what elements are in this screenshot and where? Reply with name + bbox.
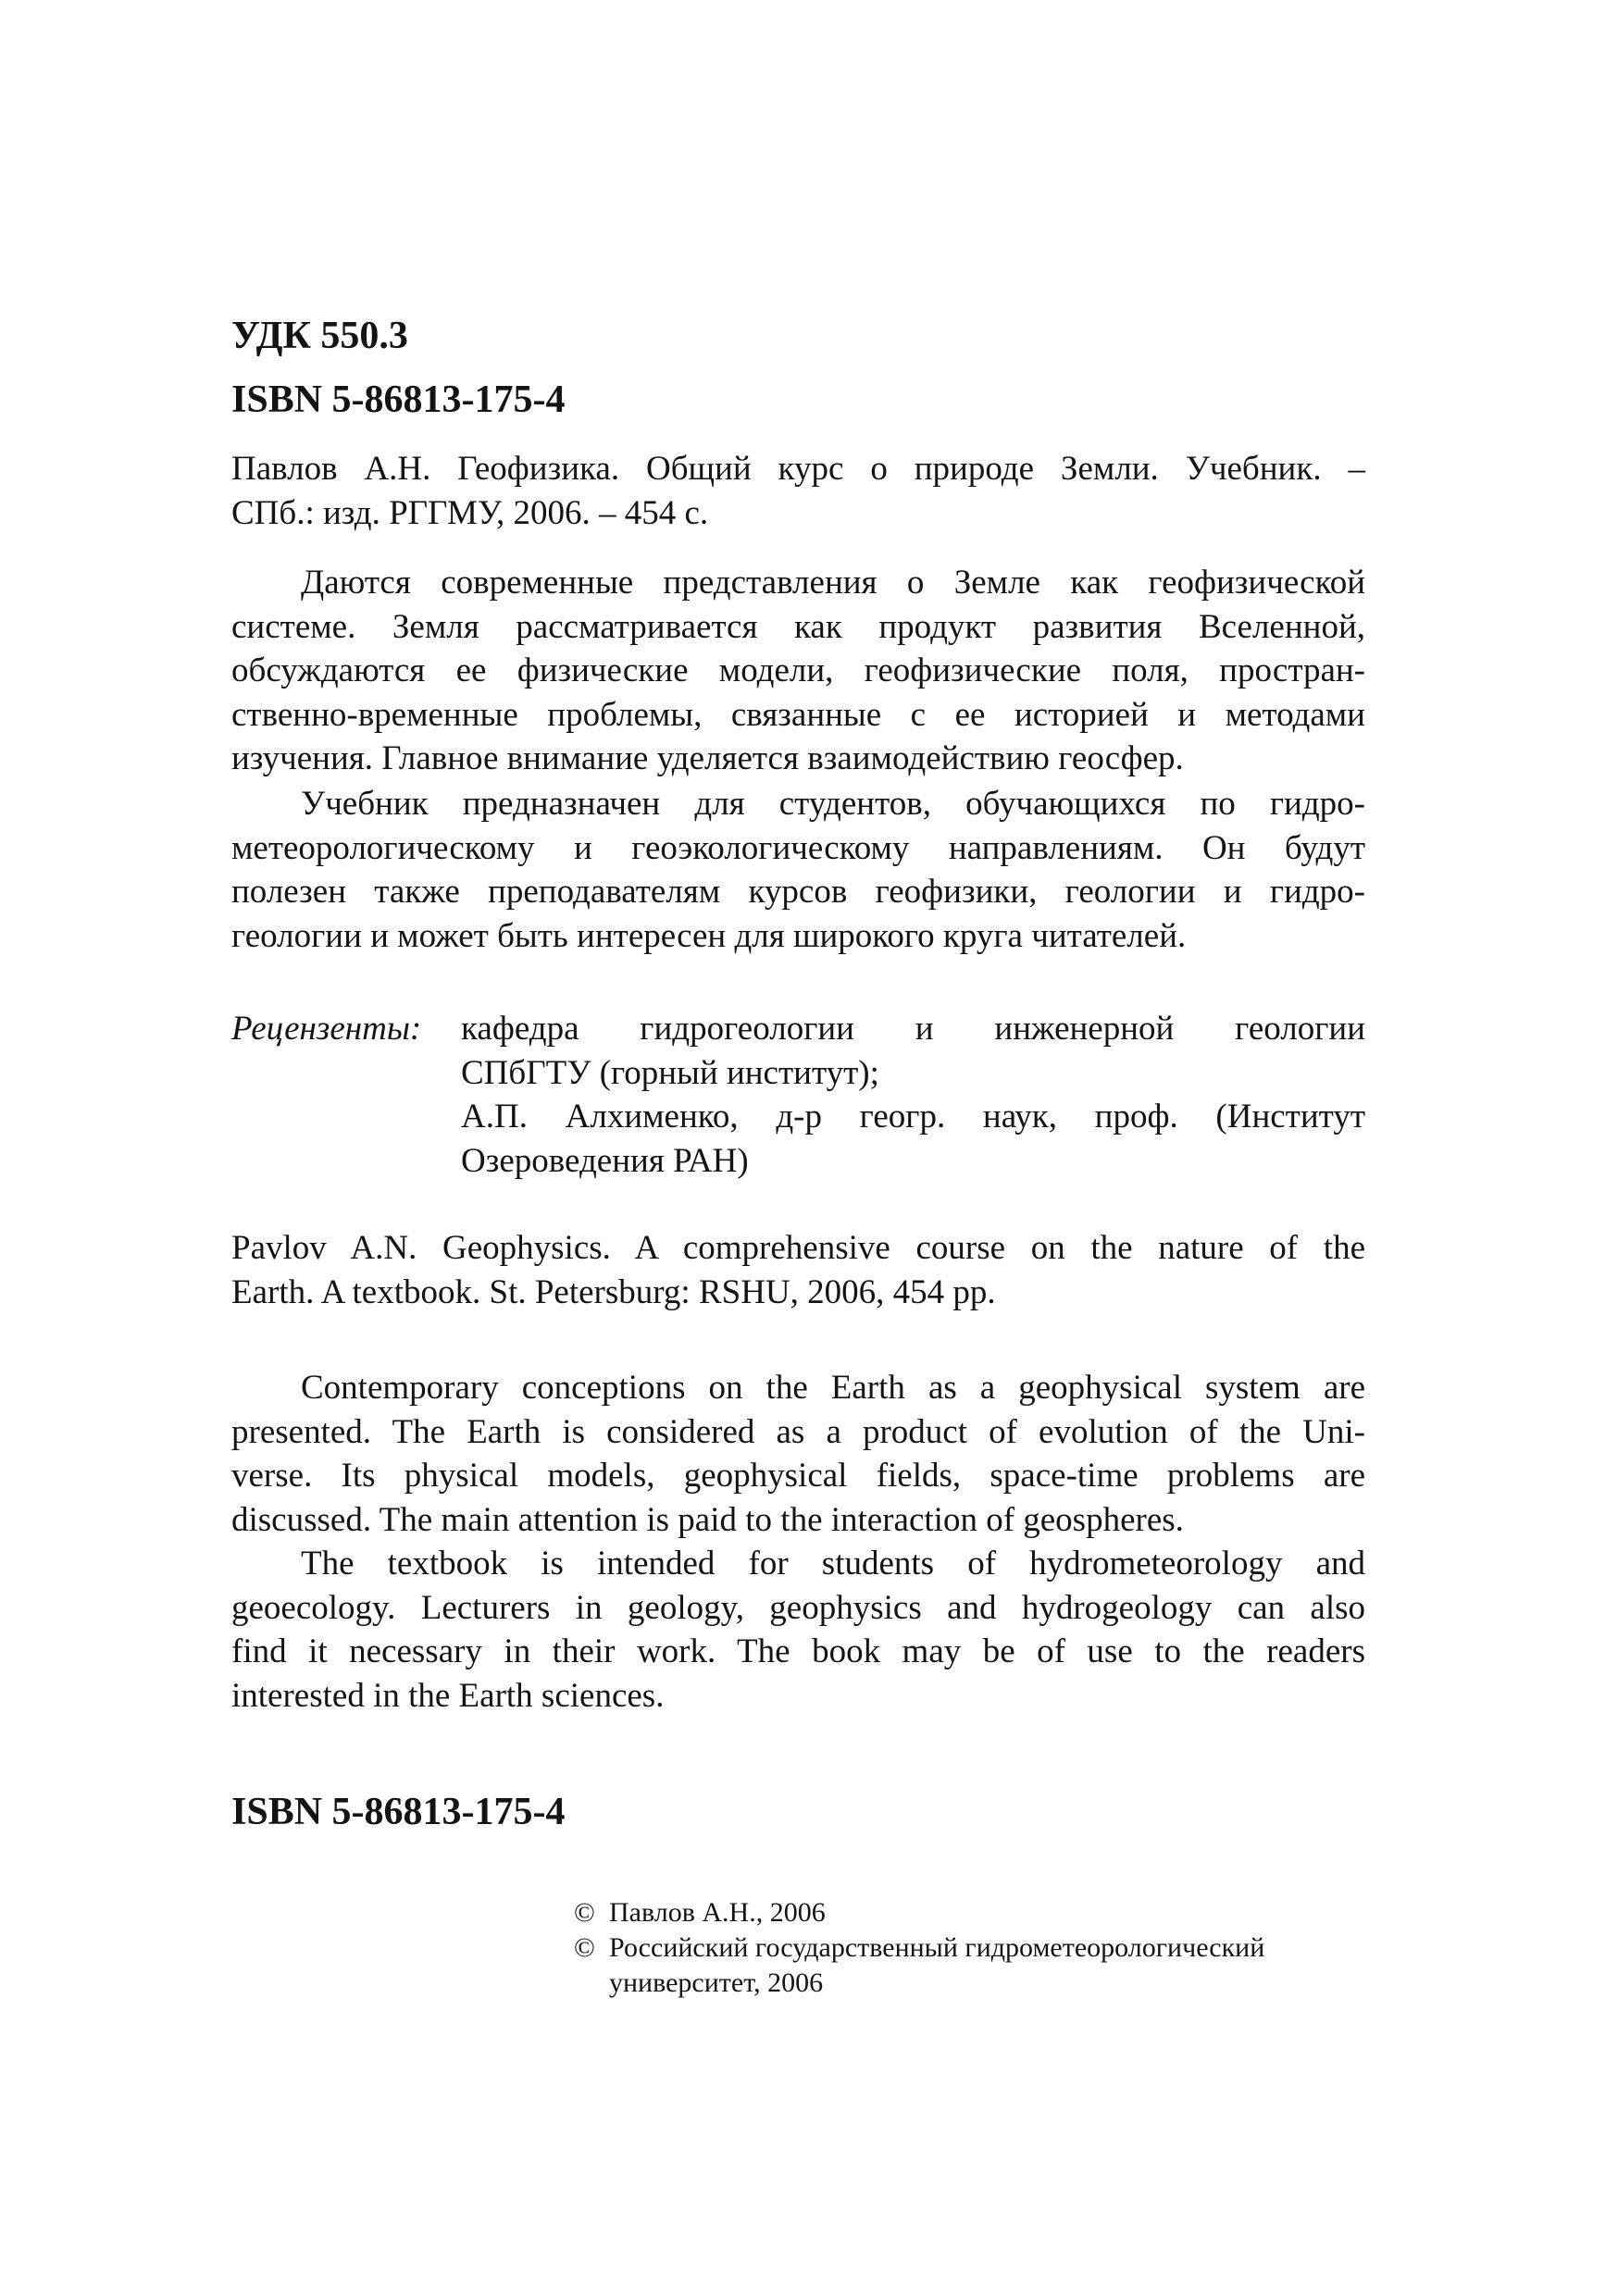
copyright-text: Павлов А.Н., 2006 — [609, 1897, 826, 1928]
text-line: ственно-временные проблемы, связанные с ее историей и методами — [231, 695, 1365, 734]
text-line: presented. The Earth is considered as a product of evolution of the Uni- — [231, 1412, 1365, 1451]
text-line: discussed. The main attention is paid to the interaction of geospheres. — [231, 1500, 1184, 1539]
copyright-line — [574, 1930, 1264, 1966]
text-line: verse. Its physical models, geophysical fields, space-time problems are — [231, 1457, 1365, 1495]
text-line: Даются современные представления о Земле как геофизической — [301, 564, 1365, 602]
isbn-bottom: ISBN 5-86813-175-4 — [231, 1791, 566, 1833]
abstract-ru-paragraph-2 — [231, 782, 1365, 958]
text-line: Учебник предназначен для студентов, обучающихся по гидро- — [301, 785, 1365, 823]
text-line: Павлов А.Н. Геофизика. Общий курс о природе Земли. Учебник. – — [231, 450, 1365, 488]
udk-code: УДК 550.3 — [231, 315, 408, 357]
copyright-text: университет, 2006 — [609, 1967, 824, 1998]
text-line: interested in the Earth sciences. — [231, 1676, 665, 1715]
citation-ru — [231, 447, 1365, 535]
reviewer-line: Озероведения РАН) — [461, 1141, 749, 1180]
text-line: Pavlov A.N. Geophysics. A comprehensive course on the nature of the — [231, 1229, 1365, 1267]
isbn-top: ISBN 5-86813-175-4 — [231, 379, 566, 421]
copyright-icon: © — [574, 1897, 595, 1928]
copyright-line — [574, 1895, 1264, 1930]
reviewer-line: кафедра гидрогеологии и инженерной геологии — [461, 1010, 1365, 1048]
copyright-icon: © — [574, 1932, 595, 1963]
text-line: geoecology. Lecturers in geology, geophysics and hydrogeology can also — [231, 1588, 1365, 1627]
reviewer-line: СПбГТУ (горный институт); — [461, 1053, 879, 1092]
citation-en — [231, 1226, 1365, 1314]
reviewer-line: А.П. Алхименко, д-р геогр. наук, проф. (Институт — [461, 1098, 1365, 1136]
text-line: Contemporary conceptions on the Earth as a geophysical system are — [301, 1369, 1365, 1407]
text-line: The textbook is intended for students of hydrometeorology and — [301, 1545, 1365, 1582]
text-line: изучения. Главное внимание уделяется взаимодействию геосфер. — [231, 739, 1184, 777]
text-line: find it necessary in their work. The book may be of use to the readers — [231, 1632, 1365, 1670]
text-line: системе. Земля рассматривается как продукт развития Вселенной, — [231, 607, 1365, 646]
abstract-en-paragraph-1 — [231, 1366, 1365, 1542]
text-line: полезен также преподавателям курсов геофизики, геологии и гидро- — [231, 873, 1365, 911]
text-line: геологии и может быть интересен для широкого круга читателей. — [231, 916, 1187, 955]
reviewers-label: Рецензенты: — [231, 1010, 422, 1048]
reviewers-block — [231, 1007, 1365, 1183]
abstract-en-paragraph-2 — [231, 1542, 1365, 1718]
text-line: Earth. A textbook. St. Petersburg: RSHU, 2006, 454 pp. — [231, 1272, 996, 1311]
copyright-text: Российский государственный гидрометеорологический — [609, 1932, 1265, 1963]
text-line: метеорологическому и геоэкологическому направлениям. Он будут — [231, 828, 1365, 867]
text-line: обсуждаются ее физические модели, геофизические поля, простран- — [231, 652, 1365, 689]
copyright-block — [574, 1895, 1264, 2001]
text-line: СПб.: изд. РГГМУ, 2006. – 454 с. — [231, 493, 709, 532]
abstract-ru-paragraph-1 — [231, 561, 1365, 781]
